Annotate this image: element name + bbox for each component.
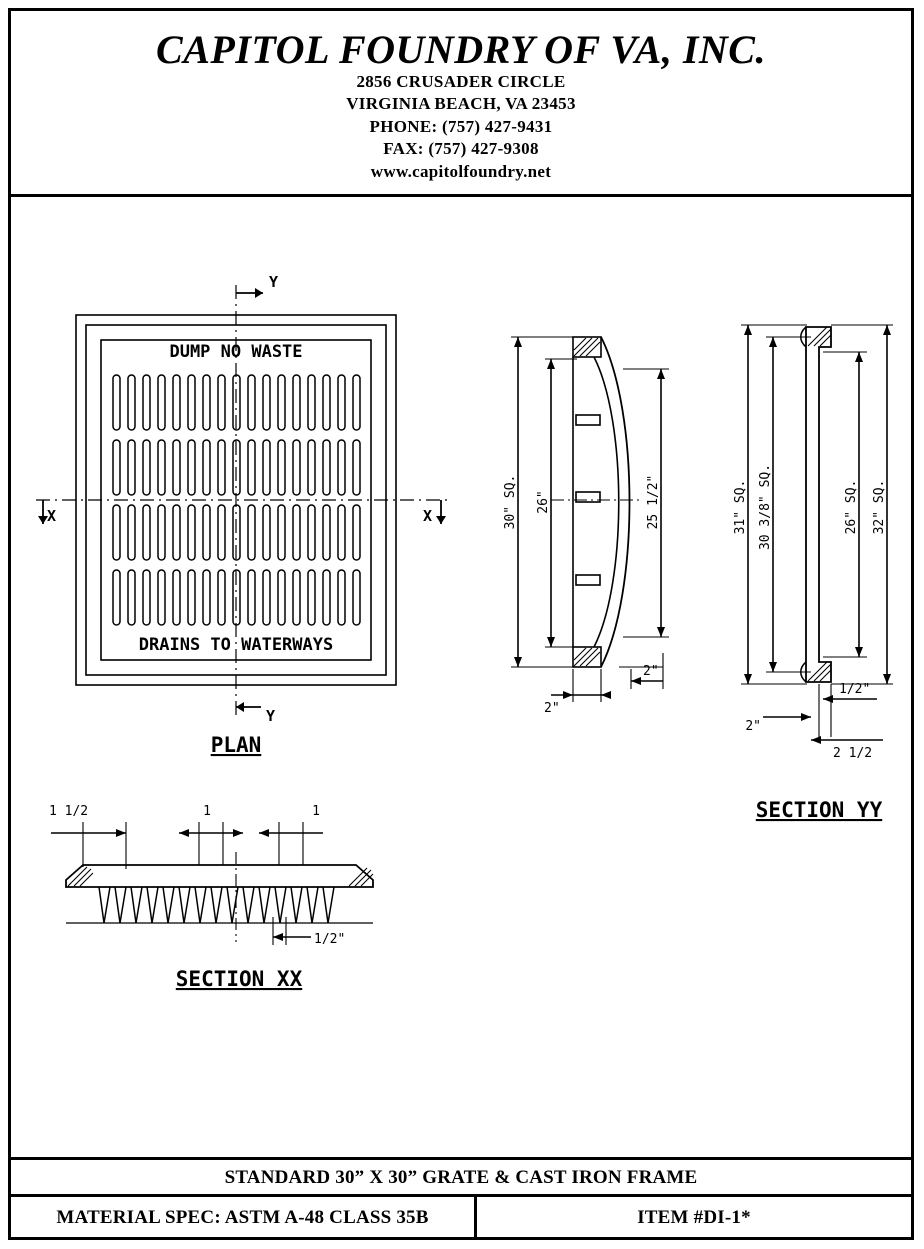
plan-section-mark-x-left: X — [47, 507, 57, 525]
phone-line: PHONE: (757) 427-9431 — [369, 116, 553, 136]
dim-2in-grate-bottom: 2" — [544, 701, 560, 716]
section-yy-label: SECTION YY — [755, 798, 883, 822]
address-line-1: 2856 CRUSADER CIRCLE — [356, 72, 566, 91]
dim-32-sq: 32" SQ. — [872, 479, 887, 535]
dim-26-sq: 26" SQ. — [844, 479, 859, 535]
website-line: www.capitolfoundry.net — [370, 161, 552, 181]
dim-30-375-sq: 30 3/8" SQ. — [758, 463, 773, 551]
dim-26-grate: 26" — [536, 490, 551, 514]
item-number: ITEM #DI-1* — [637, 1207, 751, 1228]
company-name: CAPITOL FOUNDRY OF VA, INC. — [156, 27, 766, 72]
plan-view-label: PLAN — [210, 733, 262, 757]
dim-31-sq: 31" SQ. — [733, 479, 748, 535]
section-xx-label: SECTION XX — [175, 967, 303, 991]
title-block-footer — [11, 1197, 911, 1240]
section-xx-view — [51, 822, 373, 945]
dim-1-half-xx: 1 1/2 — [49, 804, 89, 819]
fax-line: FAX: (757) 427-9308 — [383, 139, 539, 159]
address-line-2: VIRGINIA BEACH, VA 23453 — [346, 94, 576, 114]
dim-25-half-grate: 25 1/2" — [646, 474, 661, 530]
dim-2in-yy: 2" — [745, 719, 761, 734]
plan-top-text: DUMP NO WASTE — [169, 342, 303, 362]
dim-1-left-xx: 1 — [203, 804, 211, 819]
dim-half-in-xx: 1/2" — [314, 932, 346, 947]
plan-section-mark-x-right: X — [423, 507, 433, 525]
title-block-header — [11, 11, 911, 197]
plan-bottom-text: DRAINS TO WATERWAYS — [138, 635, 334, 655]
dim-1-right-xx: 1 — [312, 804, 320, 819]
dim-2-half-yy: 2 1/2 — [833, 746, 873, 761]
plan-section-mark-y-bottom: Y — [266, 707, 276, 725]
dim-30-sq-grate: 30" SQ. — [503, 474, 518, 530]
plan-section-mark-y-top: Y — [269, 273, 279, 291]
material-spec: MATERIAL SPEC: ASTM A-48 CLASS 35B — [11, 1197, 477, 1240]
drawing-canvas — [11, 197, 911, 1157]
dim-half-in-yy: 1/2" — [839, 682, 871, 697]
drawing-title: STANDARD 30” X 30” GRATE & CAST IRON FRAME — [11, 1157, 911, 1197]
dim-2in-grate-right: 2" — [643, 664, 659, 679]
